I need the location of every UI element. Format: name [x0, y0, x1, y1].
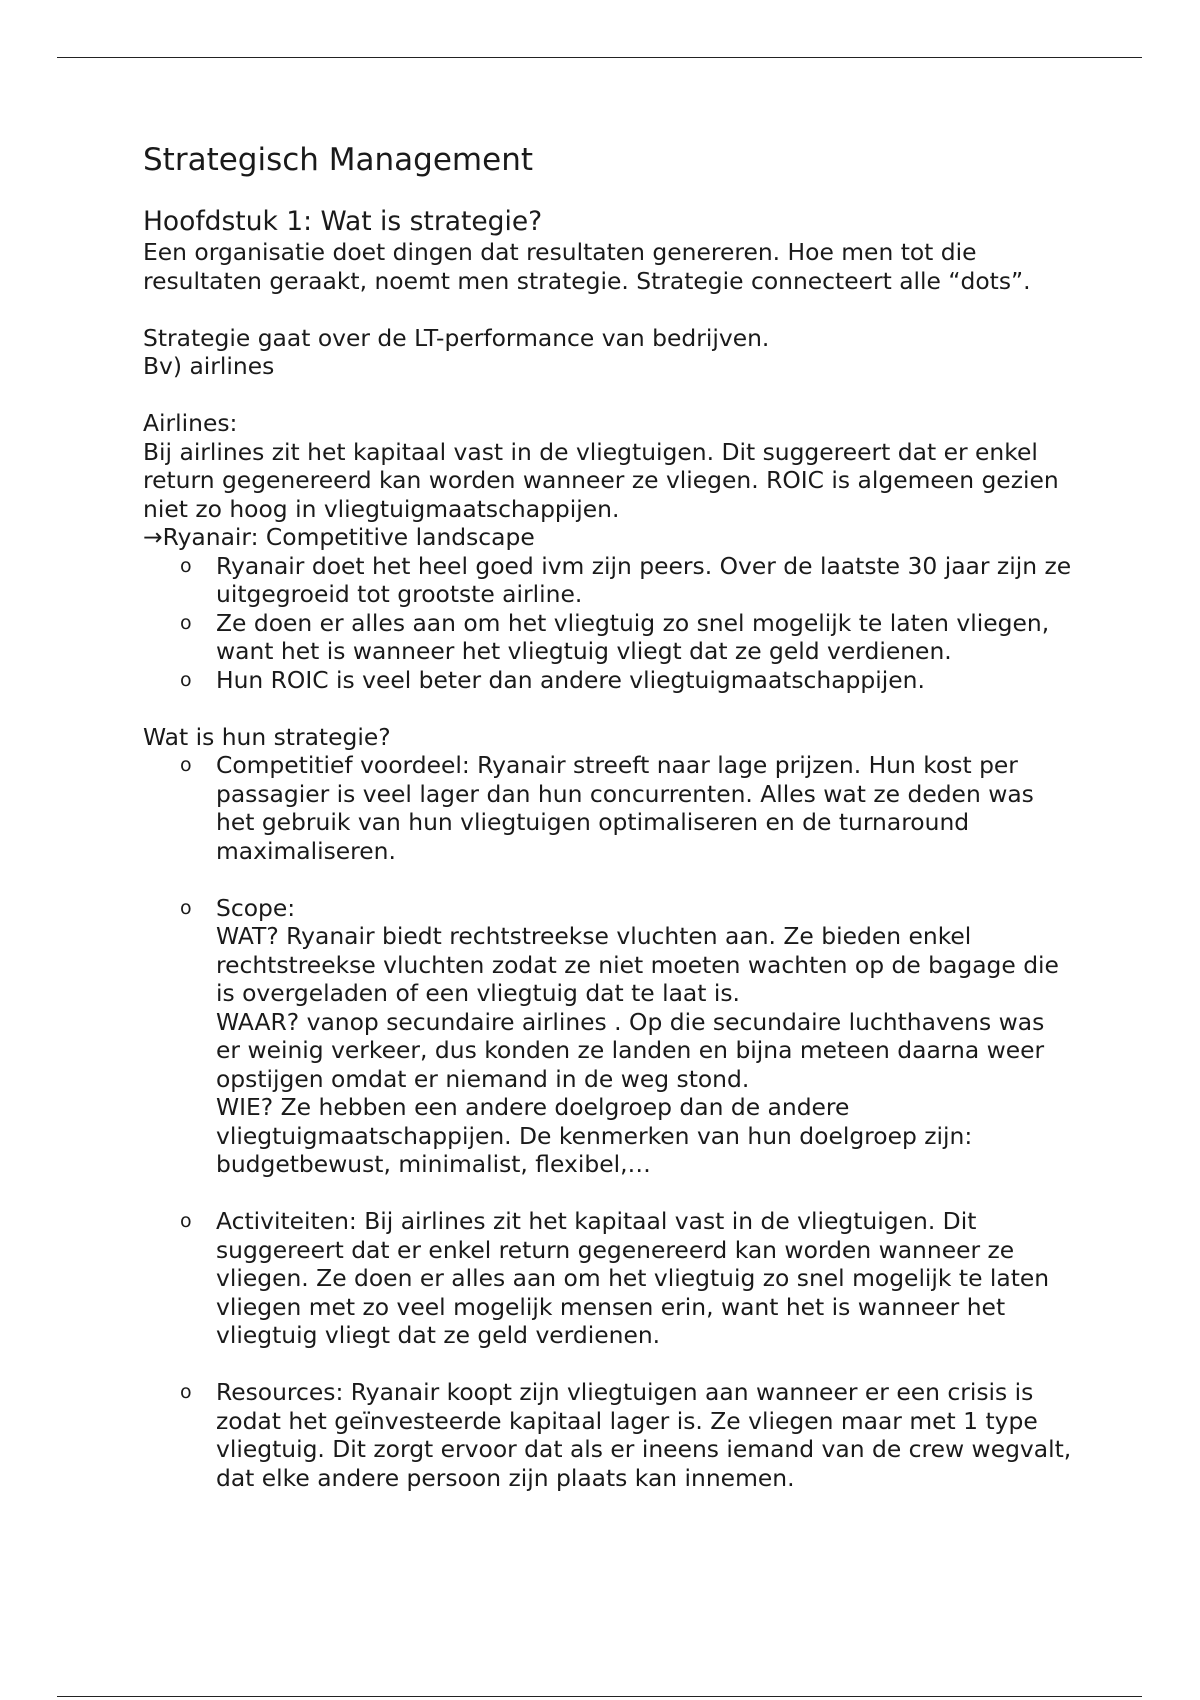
- competitive-advantage-text: Competitief voordeel: Ryanair streeft naar lage prijzen. Hun kost per passagier is veel lager dan hun concurrenten. Alles wat ze deden was het gebruik van hun vliegtuigen optimaliseren en de turnaround maximaliseren.: [216, 751, 1034, 865]
- spacer: [143, 694, 1073, 723]
- document-title: Strategisch Management: [143, 142, 533, 178]
- list-item: [143, 1207, 1073, 1350]
- airlines-paragraph: Bij airlines zit het kapitaal vast in de vliegtuigen. Dit suggereert dat er enkel return gegenereerd kan worden wanneer ze vliegen. ROIC is algemeen gezien niet zo hoog in vliegtuigmaatschappijen.: [143, 437, 1059, 523]
- list-item: [143, 1378, 1073, 1492]
- ryanair-bullet-list: [143, 552, 1073, 695]
- list-item-text: Ze doen er alles aan om het vliegtuig zo snel mogelijk te laten vliegen, want het is wanneer het vliegtuig vliegt dat ze geld verdienen.: [216, 608, 1050, 665]
- spacer: [143, 295, 1073, 324]
- spacer: [143, 381, 1073, 410]
- scope-wie-text: WIE? Ze hebben een andere doelgroep dan de andere vliegtuigmaatschappijen. De kenmerken van hun doelgroep zijn: budgetbewust, minimalist, flexibel,…: [216, 1093, 973, 1178]
- strategy-bullet-list: [143, 751, 1073, 1492]
- arrow-right-icon: →: [143, 523, 163, 551]
- list-item-text: Ryanair doet het heel goed ivm zijn peers. Over de laatste 30 jaar zijn ze uitgegroeid tot grootste airline.: [216, 551, 1072, 608]
- bullet-marker: o: [180, 611, 192, 634]
- scope-wat-text: WAT? Ryanair biedt rechtstreekse vluchten aan. Ze bieden enkel rechtstreekse vluchten zodat ze niet moeten wachten op de bagage die is overgeladen of een vliegtuig dat te laat is.: [216, 922, 1059, 1007]
- intro-paragraph: Een organisatie doet dingen dat resultaten genereren. Hoe men tot die resultaten geraakt, noemt men strategie. Strategie connecteert alle “dots”.: [143, 238, 1031, 295]
- bullet-marker: o: [180, 1381, 192, 1403]
- activities-text: Activiteiten: Bij airlines zit het kapitaal vast in de vliegtuigen. Dit suggereert dat er enkel return gegenereerd kan worden wanneer ze vliegen. Ze doen er alles aan om het vliegtuig zo snel mogelijk te laten vliegen met zo veel mogelijk mensen erin, want het is wanneer het vliegtuig vliegt dat ze geld verdienen.: [216, 1207, 1050, 1349]
- bullet-marker: o: [180, 554, 192, 577]
- page-content: [143, 140, 1073, 1492]
- bullet-marker: o: [180, 896, 192, 919]
- scope-label: Scope:: [216, 893, 296, 922]
- bullet-marker: o: [180, 1210, 192, 1232]
- ryanair-line-text: Ryanair: Competitive landscape: [162, 523, 535, 551]
- list-item: [143, 894, 1073, 1179]
- spacer: [143, 1350, 1073, 1379]
- footer-rule: [57, 1696, 1142, 1697]
- strategy-question: Wat is hun strategie?: [143, 722, 391, 751]
- list-item: [143, 666, 1073, 695]
- example-line: Bv) airlines: [143, 352, 275, 380]
- list-item: [143, 609, 1073, 666]
- resources-text: Resources: Ryanair koopt zijn vliegtuigen aan wanneer er een crisis is zodat het geïnvesteerde kapitaal lager is. Ze vliegen maar met 1 type vliegtuig. Dit zorgt ervoor dat als er ineens iemand van de crew wegvalt, dat elke andere persoon zijn plaats kan innemen.: [216, 1378, 1072, 1492]
- chapter-heading: Hoofdstuk 1: Wat is strategie?: [143, 206, 543, 237]
- lt-performance-paragraph: Strategie gaat over de LT-performance van bedrijven.: [143, 323, 770, 352]
- list-item-text: Hun ROIC is veel beter dan andere vliegtuigmaatschappijen.: [216, 665, 925, 694]
- bullet-marker: o: [180, 668, 192, 691]
- ryanair-line: [143, 523, 1073, 552]
- list-item: [143, 552, 1073, 609]
- spacer: [143, 1179, 1073, 1208]
- scope-waar-text: WAAR? vanop secundaire airlines . Op die secundaire luchthavens was er weinig verkeer, dus konden ze landen en bijna meteen daarna weer opstijgen omdat er niemand in de weg stond.: [216, 1007, 1045, 1093]
- airlines-label: Airlines:: [143, 409, 238, 437]
- spacer: [143, 865, 1073, 894]
- bullet-marker: o: [180, 754, 192, 776]
- list-item: [143, 751, 1073, 865]
- header-rule: [57, 57, 1142, 58]
